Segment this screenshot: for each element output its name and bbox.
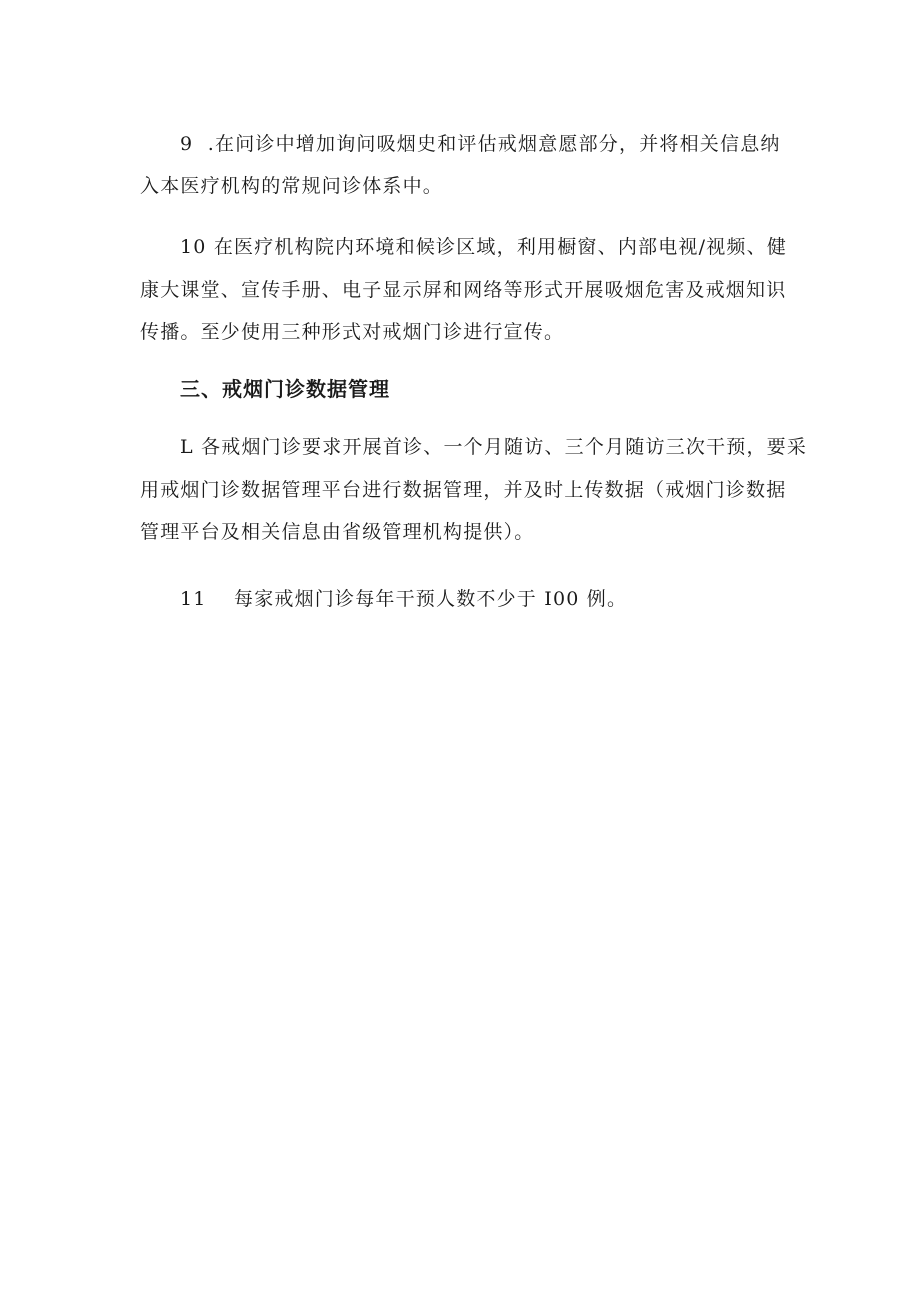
item-11-number: 11 xyxy=(180,588,207,610)
item-10-line-3: 传播。至少使用三种形式对戒烟门诊进行宣传。 xyxy=(140,321,565,343)
item-11-text: 每家戒烟门诊每年干预人数不少于 I00 例。 xyxy=(234,588,628,610)
item-l-line-1: L 各戒烟门诊要求开展首诊、一个月随访、三个月随访三次干预，要采 xyxy=(180,436,808,458)
section-heading: 三、戒烟门诊数据管理 xyxy=(180,377,390,401)
item-9-line-2: 入本医疗机构的常规问诊体系中。 xyxy=(140,175,444,197)
item-l-line-2: 用戒烟门诊数据管理平台进行数据管理，并及时上传数据（戒烟门诊数据 xyxy=(140,479,787,501)
item-l-line-3: 管理平台及相关信息由省级管理机构提供）。 xyxy=(140,521,535,543)
item-10-line-2: 康大课堂、宣传手册、电子显示屏和网络等形式开展吸烟危害及戒烟知识 xyxy=(140,279,787,301)
item-9-line-1: 9 .在问诊中增加询问吸烟史和评估戒烟意愿部分，并将相关信息纳 xyxy=(180,133,781,155)
item-10-line-1: 10 在医疗机构院内环境和候诊区域，利用橱窗、内部电视/视频、健 xyxy=(180,236,788,258)
